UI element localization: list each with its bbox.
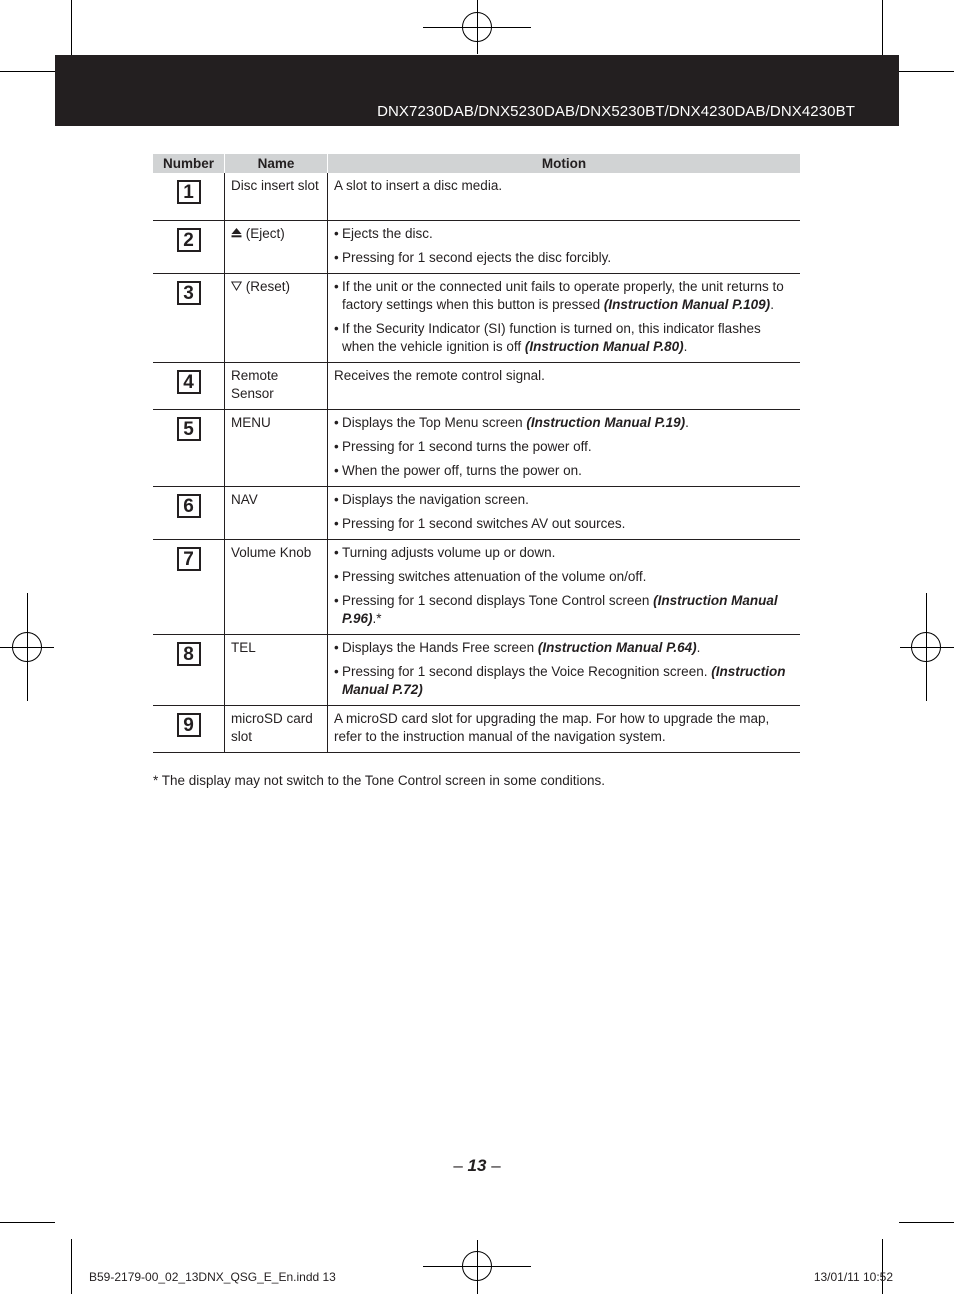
item-text: Ejects the disc. [342, 225, 433, 241]
number-box: 5 [177, 417, 201, 441]
controls-table [153, 154, 800, 753]
list-item: • If the unit or the connected unit fails to operate properly, the unit returns to factory settings when this button is pressed (Instruction Manual P.109). [334, 278, 784, 312]
list-item: • Ejects the disc. [334, 225, 433, 241]
table-row [153, 705, 800, 752]
row-motion: A slot to insert a disc media. [328, 173, 801, 220]
row-motion: Receives the remote control signal. [328, 362, 801, 409]
table-row [153, 486, 800, 539]
header-band [55, 55, 899, 126]
table-header-row [153, 154, 800, 173]
number-box: 3 [177, 281, 201, 305]
list-item: • Pressing switches attenuation of the volume on/off. [334, 568, 647, 584]
list-item: • Turning adjusts volume up or down. [334, 544, 556, 560]
item-text: If the Security Indicator (SI) function is turned on, this indicator flashes when the vehicle ignition is off [342, 320, 761, 354]
manual-reference: (Instruction Manual P.109) [603, 296, 771, 312]
table-row [153, 173, 800, 220]
crop-mark [71, 0, 72, 55]
item-text: Pressing switches attenuation of the volume on/off. [342, 568, 647, 584]
slug-filename: B59-2179-00_02_13DNX_QSG_E_En.indd 13 [89, 1270, 336, 1284]
page-number: – 13 – [453, 1156, 501, 1175]
row-name: microSD card slot [225, 705, 328, 752]
item-text: Pressing for 1 second displays the Voice Recognition screen. [342, 663, 712, 679]
crop-mark [899, 71, 954, 72]
table-row [153, 409, 800, 486]
item-text: Displays the navigation screen. [342, 491, 529, 507]
crop-mark [0, 71, 55, 72]
manual-reference: (Instruction Manual P.96) [342, 592, 778, 626]
registration-mark-circle [462, 1251, 492, 1281]
number-box: 1 [177, 180, 201, 204]
crop-mark [882, 1239, 883, 1294]
number-box: 8 [177, 642, 201, 666]
item-text: Pressing for 1 second displays Tone Control screen [342, 592, 654, 608]
item-text: Pressing for 1 second switches AV out sources. [342, 515, 626, 531]
number-box: 6 [177, 494, 201, 518]
row-name: MENU [225, 409, 328, 486]
manual-reference: (Instruction Manual P.72) [342, 663, 786, 697]
item-text: If the unit or the connected unit fails to operate properly, the unit returns to factory settings when this button is pressed [342, 278, 784, 312]
row-name: (Eject) [242, 225, 285, 241]
registration-mark-circle [12, 632, 42, 662]
item-text: Turning adjusts volume up or down. [342, 544, 556, 560]
item-text: Displays the Hands Free screen [342, 639, 538, 655]
crop-mark [882, 0, 883, 55]
row-name: NAV [225, 486, 328, 539]
row-motion: A microSD card slot for upgrading the map. For how to upgrade the map, refer to the instruction manual of the navigation system. [328, 705, 801, 752]
item-text: Displays the Top Menu screen [342, 414, 527, 430]
crop-mark [71, 1239, 72, 1294]
list-item: • Pressing for 1 second turns the power off. [334, 438, 592, 454]
manual-reference: (Instruction Manual P.80) [524, 338, 684, 354]
crop-mark [0, 1222, 55, 1223]
registration-mark-circle [462, 12, 492, 42]
row-name: Remote Sensor [225, 362, 328, 409]
row-name: Disc insert slot [225, 173, 328, 220]
table-row [153, 273, 800, 362]
crop-mark [899, 1222, 954, 1223]
item-text: Pressing for 1 second turns the power off. [342, 438, 592, 454]
list-item: • Displays the Hands Free screen (Instruction Manual P.64). [334, 639, 701, 655]
row-name: (Reset) [242, 278, 291, 294]
number-box: 7 [177, 547, 201, 571]
list-item: • Displays the navigation screen. [334, 491, 529, 507]
reset-icon [231, 279, 242, 294]
header-number: Number [153, 154, 225, 173]
list-item: • Displays the Top Menu screen (Instruction Manual P.19). [334, 414, 689, 430]
slug-datetime: 13/01/11 10:52 [813, 1270, 893, 1284]
item-text: When the power off, turns the power on. [342, 462, 582, 478]
number-box: 2 [177, 228, 201, 252]
table-row [153, 634, 800, 705]
manual-reference: (Instruction Manual P.64) [537, 639, 697, 655]
model-title: DNX7230DAB/DNX5230DAB/DNX5230BT/DNX4230DAB/DNX4230BT [377, 103, 855, 120]
number-box: 9 [177, 713, 201, 737]
row-name: Volume Knob [225, 539, 328, 634]
number-box: 4 [177, 370, 201, 394]
list-item: • Pressing for 1 second switches AV out sources. [334, 515, 626, 531]
list-item: • If the Security Indicator (SI) function is turned on, this indicator flashes when the vehicle ignition is off (Instruction Manual P.80). [334, 320, 761, 354]
eject-icon [231, 226, 242, 241]
header-motion: Motion [328, 154, 801, 173]
table-row [153, 220, 800, 273]
list-item: • Pressing for 1 second ejects the disc forcibly. [334, 249, 612, 265]
list-item: • When the power off, turns the power on. [334, 462, 582, 478]
item-text: Pressing for 1 second ejects the disc forcibly. [342, 249, 612, 265]
table-row [153, 362, 800, 409]
footnote: * The display may not switch to the Tone Control screen in some conditions. [153, 773, 605, 788]
registration-mark-circle [911, 632, 941, 662]
list-item: • Pressing for 1 second displays Tone Control screen (Instruction Manual P.96).* [334, 592, 778, 626]
table-row [153, 539, 800, 634]
header-name: Name [225, 154, 328, 173]
row-name: TEL [225, 634, 328, 705]
manual-reference: (Instruction Manual P.19) [526, 414, 686, 430]
list-item: • Pressing for 1 second displays the Voice Recognition screen. (Instruction Manual P.72) [334, 663, 786, 697]
